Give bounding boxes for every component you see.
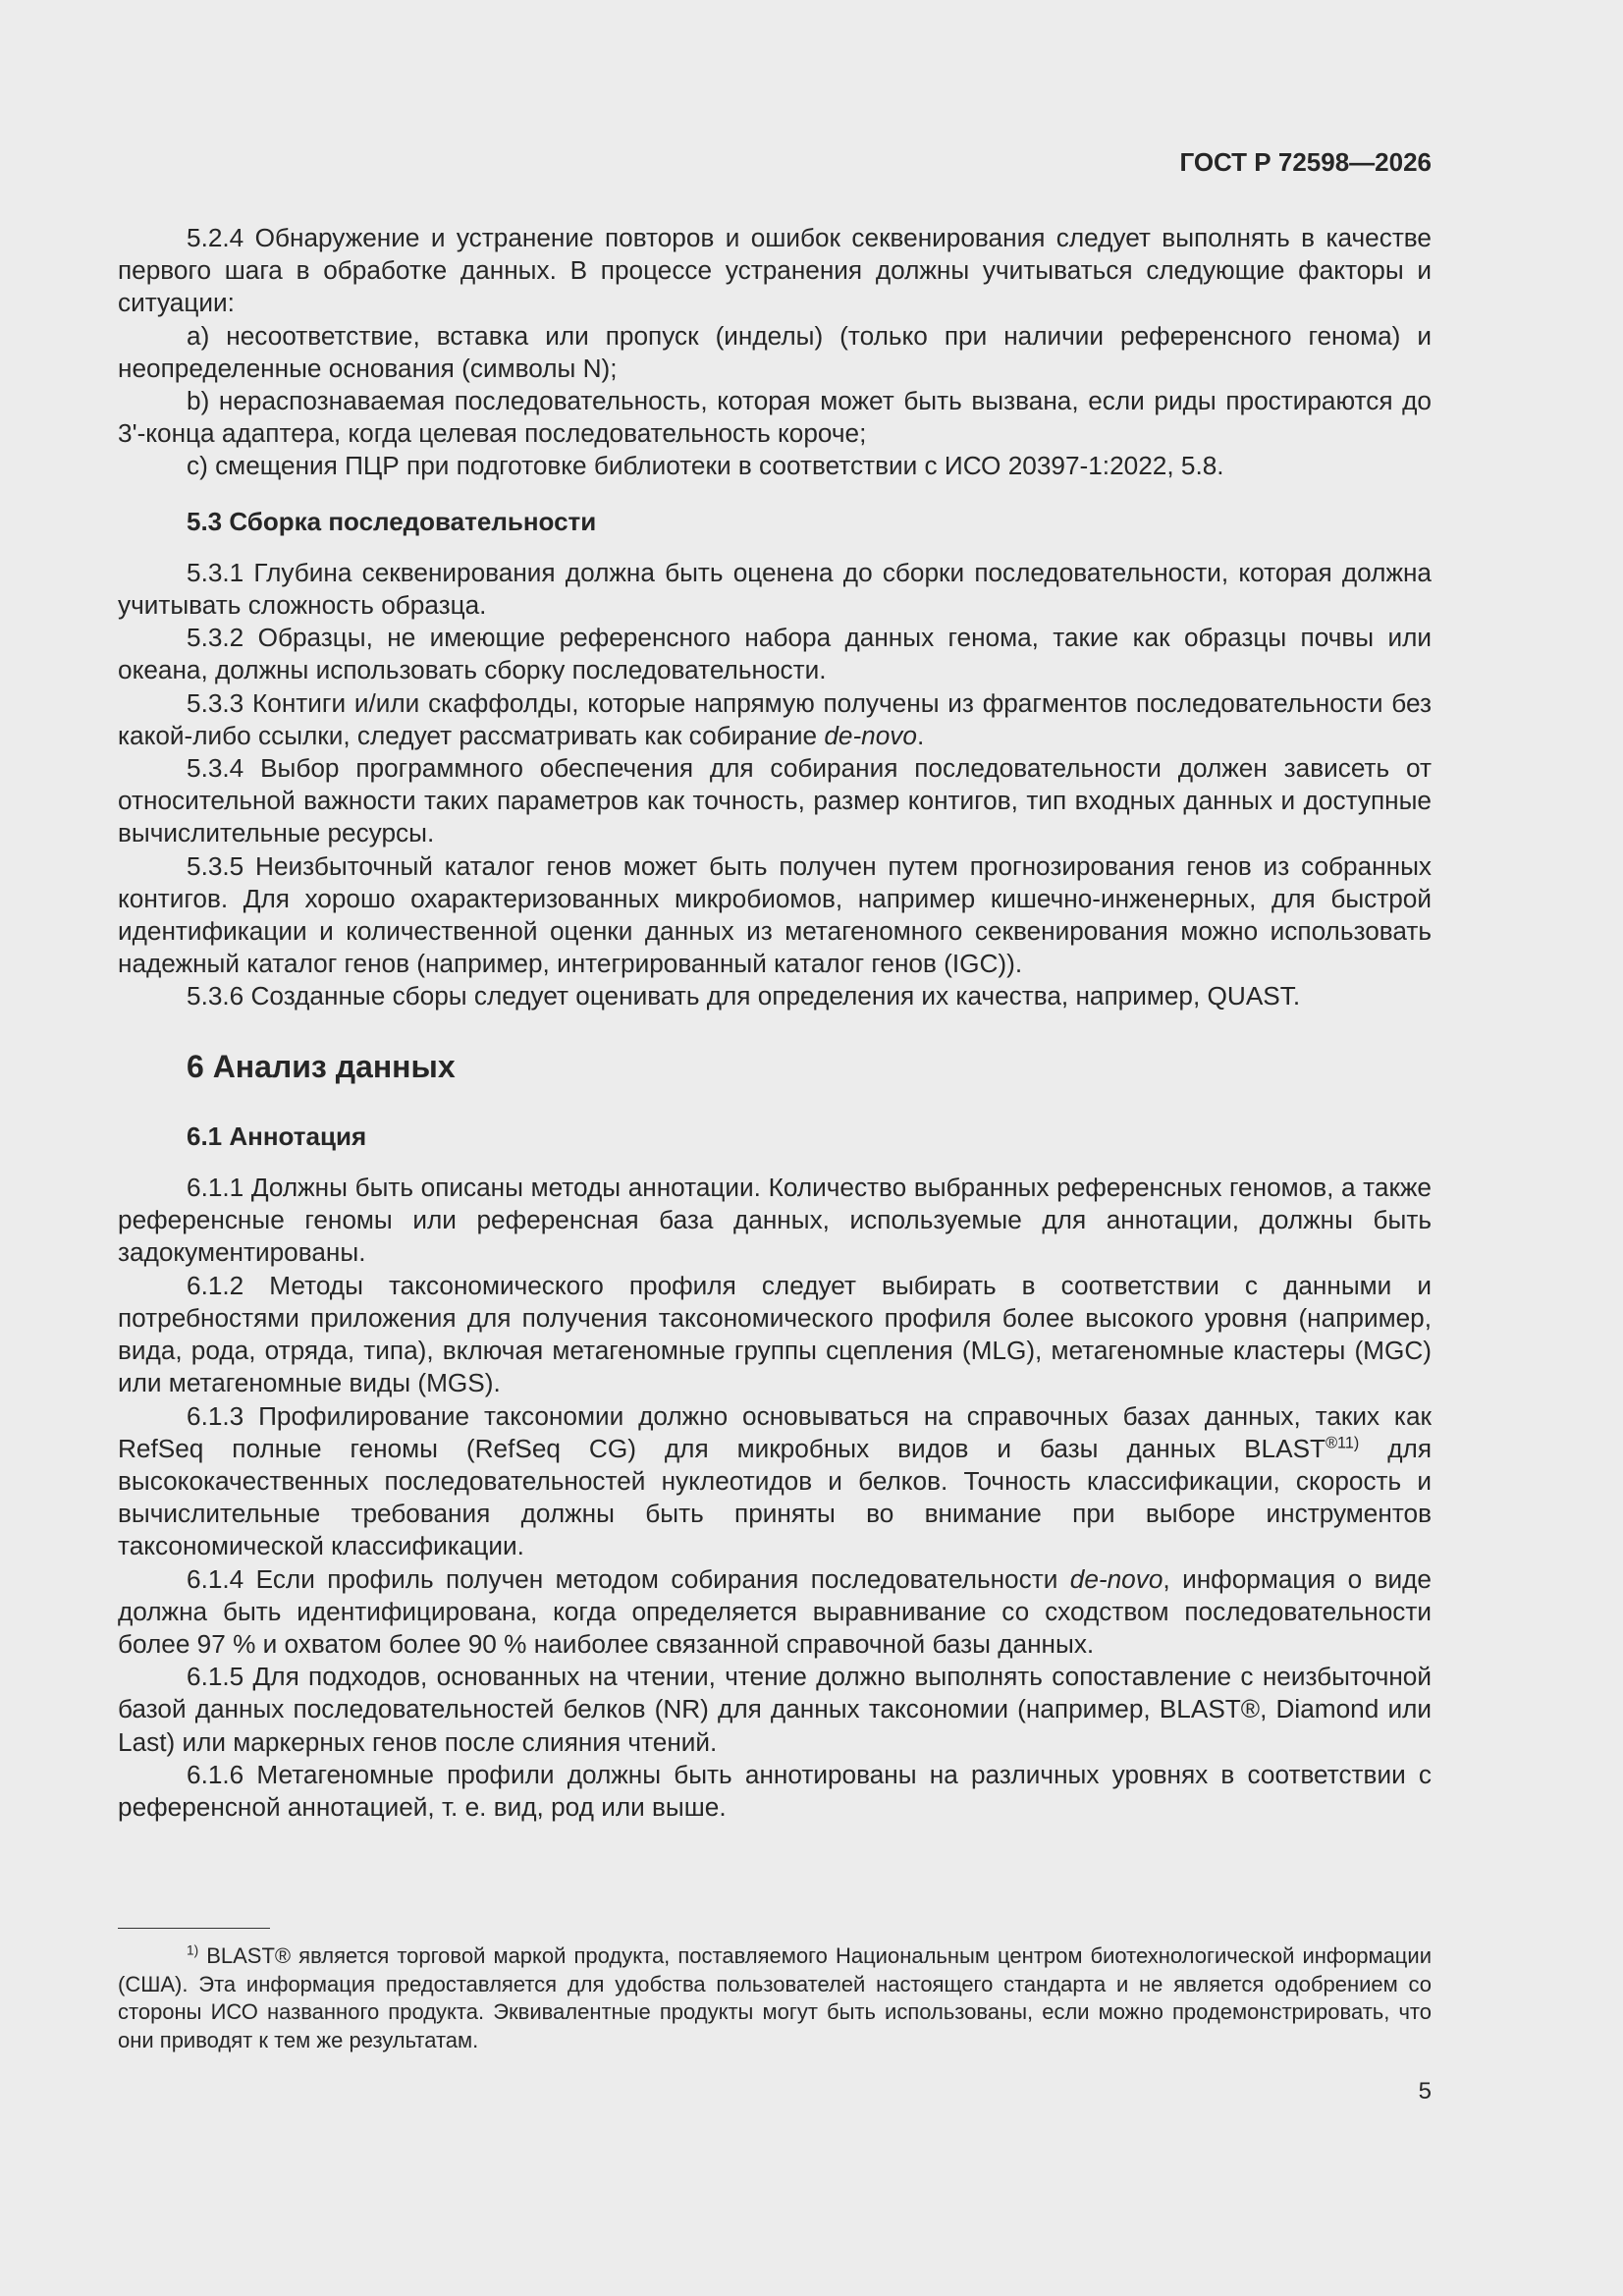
list-item-b: b) нераспознаваемая последовательность, которая может быть вызвана, если риды простираются до 3'-конца адаптера, когда целевая последовательность короче; [118, 386, 1432, 449]
footnote-divider [118, 1928, 270, 1929]
paragraph-5-3-3-text: 5.3.3 Контиги и/или скаффолды, которые напрямую получены из фрагментов последовательности без какой-либо ссылки, следует рассматривать как собирание [118, 687, 1432, 750]
paragraph-5-2-4: 5.2.4 Обнаружение и устранение повторов и ошибок секвенирования следует выполнять в качестве первого шага в обработке данных. В процессе устранения должны учитываться следующие факторы и ситуации: [118, 223, 1432, 318]
footnote [118, 1942, 1432, 2054]
footnote-marker: 1) [187, 1942, 199, 1958]
paragraph-5-3-5: 5.3.5 Неизбыточный каталог генов может быть получен путем прогнозирования генов из собранных контигов. Для хорошо охарактеризованных микробиомов, например кишечно-инженерных, для быстрой идентификации и количественной оценки данных из метагеномного секвенирования можно использовать надежный каталог генов (например, интегрированный каталог генов (IGC)). [118, 850, 1432, 979]
document-code: ГОСТ Р 72598—2026 [1179, 147, 1432, 177]
paragraph-6-1-5: 6.1.5 Для подходов, основанных на чтении, чтение должно выполнять сопоставление с неизбыточной базой данных последовательностей белков (NR) для данных таксономии (например, BLAST®, Diamond или Last) или маркерных генов после слияния чтений. [118, 1662, 1432, 1757]
heading-6-1: 6.1 Аннотация [187, 1121, 367, 1151]
heading-5-3: 5.3 Сборка последовательности [187, 506, 597, 536]
paragraph-5-3-4: 5.3.4 Выбор программного обеспечения для собирания последовательности должен зависеть от относительной важности таких параметров как точность, размер контигов, тип входных данных и доступные вычислительные ресурсы. [118, 753, 1432, 848]
de-novo-term: de-novo [824, 720, 917, 750]
paragraph-6-1-3-text: 6.1.3 Профилирование таксономии должно основываться на справочных базах данных, таких как RefSeq полные геномы (RefSeq CG) для микробных видов и базы данных BLAST [118, 1400, 1432, 1463]
footnote-ref: ®11) [1325, 1433, 1360, 1451]
footnote-area [118, 1928, 1432, 2054]
paragraph-6-1-4 [118, 1563, 1432, 1662]
paragraph-6-1-1: 6.1.1 Должны быть описаны методы аннотации. Количество выбранных референсных геномов, а также референсные геномы или референсная база данных, используемые для аннотации, должны быть задокументированы. [118, 1173, 1432, 1268]
list-item-c: c) смещения ПЦР при подготовке библиотеки в соответствии с ИСО 20397-1:2022, 5.8. [187, 451, 1224, 481]
paragraph-6-1-4-text: 6.1.4 Если профиль получен методом собирания последовательности [187, 1563, 1070, 1594]
page-number: 5 [1418, 2078, 1432, 2105]
footnote-text: BLAST® является торговой маркой продукта, поставляемого Национальным центром биотехнологической информации (США). Эта информация предоставляется для удобства пользователей настоящего стандарта и не является одобрением со стороны ИСО названного продукта. Эквивалентные продукты могут быть использованы, если можно продемонстрировать, что они приводят к тем же результатам. [118, 1943, 1432, 2052]
document-body [118, 222, 1432, 1824]
paragraph-6-1-3 [118, 1400, 1432, 1563]
paragraph-6-1-6: 6.1.6 Метагеномные профили должны быть аннотированы на различных уровнях в соответствии с референсной аннотацией, т. е. вид, род или выше. [118, 1759, 1432, 1822]
paragraph-6-1-4-rest: , информация о виде должна быть идентифицирована, когда определяется выравнивание со сходством последовательности более 97 % и охватом более 90 % наиболее связанной справочной базы данных. [118, 1563, 1432, 1659]
paragraph-5-3-1: 5.3.1 Глубина секвенирования должна быть оценена до сборки последовательности, которая должна учитывать сложность образца. [118, 557, 1432, 621]
paragraph-5-3-2: 5.3.2 Образцы, не имеющие референсного набора данных генома, такие как образцы почвы или океана, должны использовать сборку последовательности. [118, 623, 1432, 685]
paragraph-6-1-2: 6.1.2 Методы таксономического профиля следует выбирать в соответствии с данными и потребностями приложения для получения таксономического профиля более высокого уровня (например, вида, рода, отряда, типа), включая метагеномные группы сцепления (MLG), метагеномные кластеры (MGC) или метагеномные виды (MGS). [118, 1270, 1432, 1398]
heading-6: 6 Анализ данных [187, 1048, 456, 1084]
paragraph-5-3-6: 5.3.6 Созданные сборы следует оценивать для определения их качества, например, QUAST. [187, 981, 1301, 1011]
paragraph-5-3-3 [118, 687, 1432, 752]
list-item-a: a) несоответствие, вставка или пропуск (инделы) (только при наличии референсного генома) и неопределенные основания (символы N); [118, 320, 1432, 383]
paragraph-5-3-3-end: . [916, 720, 925, 750]
paragraph-6-1-3-rest: для высококачественных последовательностей нуклеотидов и белков. Точность классификации, скорость и вычислительные требования должны быть приняты во внимание при выборе инструментов таксономической классификации. [118, 1433, 1432, 1561]
de-novo-term: de-novo [1069, 1563, 1163, 1594]
